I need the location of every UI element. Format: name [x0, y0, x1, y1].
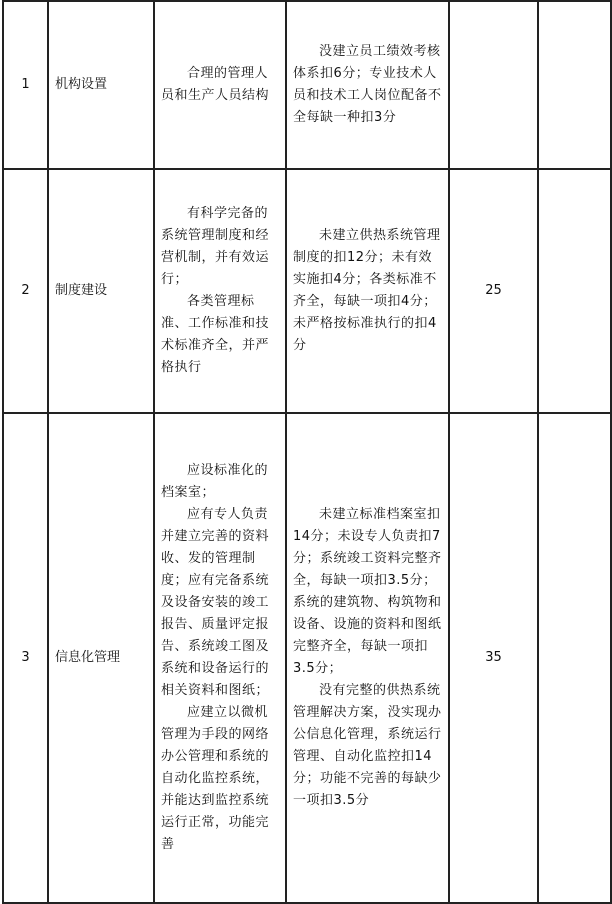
requirement-cell: [154, 1, 286, 169]
item-name: 机构设置: [48, 1, 154, 169]
standard-cell: [286, 413, 449, 903]
score-cell: 35: [449, 413, 538, 903]
score-cell: 25: [449, 169, 538, 413]
standard-cell: [286, 169, 449, 413]
extra-cell: [538, 1, 611, 169]
table-row: [3, 413, 611, 903]
row-number: 2: [3, 169, 48, 413]
requirement-text: 合理的管理人员和生产人员结构: [161, 66, 270, 103]
row-number: 1: [3, 1, 48, 169]
extra-cell: [538, 413, 611, 903]
standard-text: 没建立员工绩效考核体系扣6分；专业技术人员和技术工人岗位配备不全每缺一种扣3分: [293, 44, 442, 125]
standard-text: 没有完整的供热系统管理解决方案，没实现办公信息化管理，系统运行管理、自动化监控扣14分；功能不完善的每缺少一项扣3.5分: [293, 683, 442, 808]
table-row: [3, 169, 611, 413]
table-row: [3, 1, 611, 169]
requirement-cell: [154, 169, 286, 413]
standard-text: 未建立标准档案室扣14分；未设专人负责扣7分；系统竣工资料完整齐全，每缺一项扣3.5分；系统的建筑物、构筑物和设备、设施的资料和图纸完整齐全，每缺一项扣3.5分；: [293, 507, 442, 676]
requirement-text: 各类管理标准、工作标准和技术标准齐全，并严格执行: [161, 294, 270, 375]
scoring-table: [2, 0, 612, 904]
score-cell: [449, 1, 538, 169]
item-name: 信息化管理: [48, 413, 154, 903]
standard-cell: [286, 1, 449, 169]
item-name: 制度建设: [48, 169, 154, 413]
requirement-text: 应有专人负责并建立完善的资料收、发的管理制度；应有完备系统及设备安装的竣工报告、质量评定报告、系统竣工图及系统和设备运行的相关资料和图纸；: [161, 507, 270, 698]
standard-text: 未建立供热系统管理制度的扣12分；未有效实施扣4分；各类标准不齐全，每缺一项扣4分；未严格按标准执行的扣4分: [293, 228, 441, 353]
requirement-text: 应设标准化的档案室；: [161, 463, 269, 500]
row-number: 3: [3, 413, 48, 903]
requirement-text: 应建立以微机管理为手段的网络办公管理和系统的自动化监控系统，并能达到监控系统运行正常，功能完善: [161, 705, 270, 852]
requirement-cell: [154, 413, 286, 903]
requirement-text: 有科学完备的系统管理制度和经营机制，并有效运行；: [161, 206, 270, 287]
extra-cell: [538, 169, 611, 413]
